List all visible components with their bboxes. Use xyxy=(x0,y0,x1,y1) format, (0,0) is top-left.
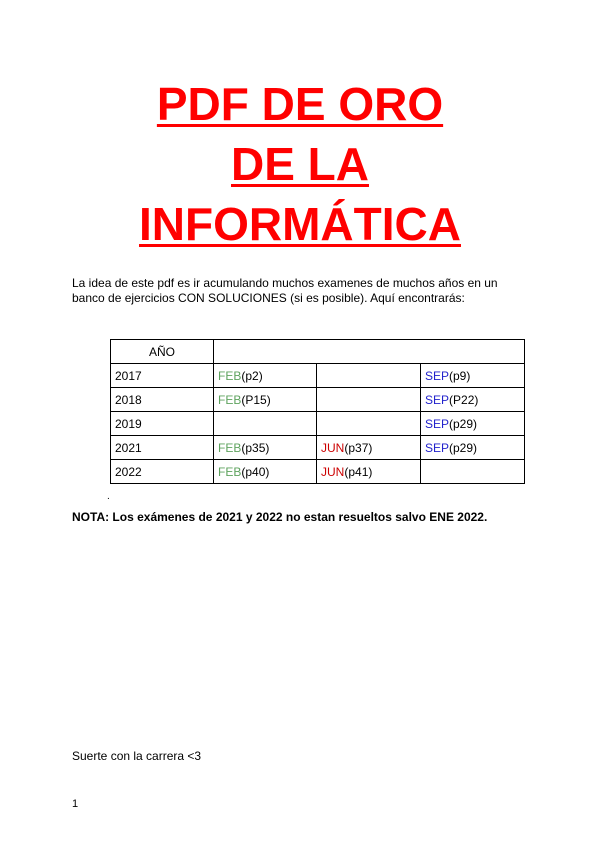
table-row xyxy=(111,460,525,484)
title-line-2: DE LA xyxy=(231,138,369,190)
stray-dot: . xyxy=(107,491,110,502)
page-number: 1 xyxy=(72,798,79,810)
header-empty-cell xyxy=(214,340,525,364)
feb-page: (p35) xyxy=(241,440,270,455)
feb-cell[interactable] xyxy=(214,364,317,388)
feb-page: (p40) xyxy=(241,464,270,479)
jun-cell[interactable] xyxy=(317,460,421,484)
sep-cell[interactable] xyxy=(421,412,525,436)
feb-cell[interactable] xyxy=(214,460,317,484)
year-cell: 2021 xyxy=(111,436,214,460)
nota-text: NOTA: Los exámenes de 2021 y 2022 no estan resueltos salvo ENE 2022. xyxy=(72,510,488,524)
feb-link[interactable]: FEB xyxy=(218,464,242,479)
feb-link[interactable]: FEB xyxy=(218,368,242,383)
exam-index-table xyxy=(110,339,525,484)
feb-cell[interactable] xyxy=(214,388,317,412)
table-row xyxy=(111,388,525,412)
header-year-cell: AÑO xyxy=(111,340,214,364)
sep-page: (p29) xyxy=(449,416,478,431)
sep-link[interactable]: SEP xyxy=(425,416,450,431)
sep-cell[interactable] xyxy=(421,388,525,412)
jun-cell[interactable] xyxy=(317,436,421,460)
year-cell: 2018 xyxy=(111,388,214,412)
feb-link[interactable]: FEB xyxy=(218,392,242,407)
feb-cell xyxy=(214,412,317,436)
year-cell: 2017 xyxy=(111,364,214,388)
intro-line-1: La idea de este pdf es ir acumulando muchos examenes de muchos años en un xyxy=(72,276,498,290)
jun-cell xyxy=(317,412,421,436)
year-cell: 2022 xyxy=(111,460,214,484)
sep-cell[interactable] xyxy=(421,436,525,460)
sep-link[interactable]: SEP xyxy=(425,368,450,383)
sep-page: (p9) xyxy=(449,368,471,383)
jun-page: (p37) xyxy=(344,440,373,455)
feb-page: (p2) xyxy=(241,368,263,383)
intro-line-2: banco de ejercicios CON SOLUCIONES (si es posible). Aquí encontrarás: xyxy=(72,291,465,305)
table-header-row xyxy=(111,340,525,364)
feb-link[interactable]: FEB xyxy=(218,440,242,455)
sep-page: (p29) xyxy=(449,440,478,455)
table-row xyxy=(111,436,525,460)
jun-cell xyxy=(317,364,421,388)
feb-cell[interactable] xyxy=(214,436,317,460)
table-row xyxy=(111,364,525,388)
title-line-3: INFORMÁTICA xyxy=(139,198,461,250)
jun-page: (p41) xyxy=(344,464,373,479)
jun-link[interactable]: JUN xyxy=(321,464,345,479)
year-cell: 2019 xyxy=(111,412,214,436)
sep-link[interactable]: SEP xyxy=(425,440,450,455)
sep-cell[interactable] xyxy=(421,364,525,388)
intro-paragraph xyxy=(72,276,532,306)
table-row xyxy=(111,412,525,436)
sep-cell xyxy=(421,460,525,484)
sep-page: (P22) xyxy=(449,392,479,407)
jun-link[interactable]: JUN xyxy=(321,440,345,455)
title-line-1: PDF DE ORO xyxy=(156,78,444,130)
closing-text: Suerte con la carrera <3 xyxy=(72,749,202,763)
feb-page: (P15) xyxy=(241,392,271,407)
jun-cell xyxy=(317,388,421,412)
sep-link[interactable]: SEP xyxy=(425,392,450,407)
